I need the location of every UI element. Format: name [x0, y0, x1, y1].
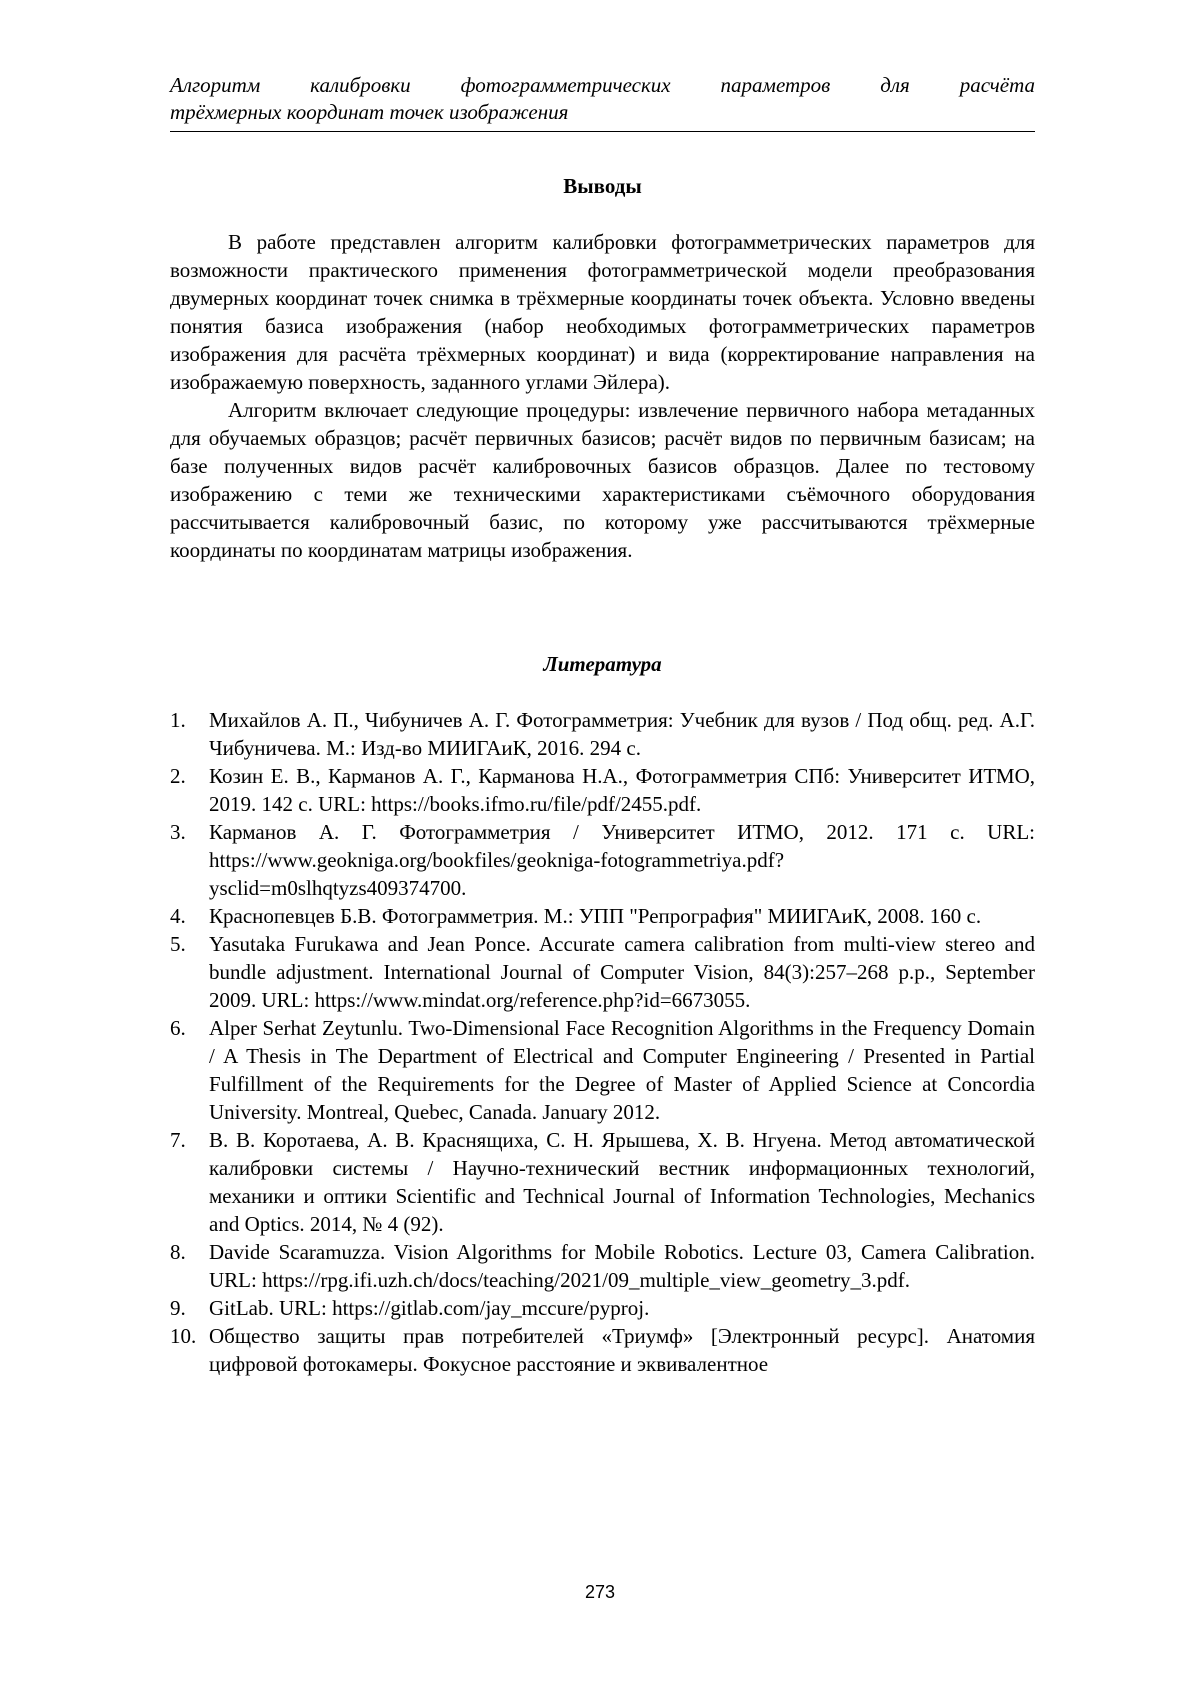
page-number: 273 [584, 1582, 616, 1602]
reference-item [170, 1294, 1035, 1322]
reference-number: 8. [170, 1240, 186, 1264]
reference-item [170, 762, 1035, 818]
reference-item [170, 1014, 1035, 1126]
reference-number: 7. [170, 1128, 186, 1152]
reference-number: 10. [170, 1324, 197, 1348]
reference-text: Yasutaka Furukawa and Jean Ponce. Accurate camera calibration from multi-view stereo and bundle adjustment. International Journal of Computer Vision, 84(3):257–268 p.p., September 2009. URL: https://www.mindat.org/reference.php?id=6673055. [209, 932, 1035, 1012]
conclusions-paragraph-2: Алгоритм включает следующие процедуры: извлечение первичного набора метаданных для обучаемых образцов; расчёт первичных базисов; расчёт видов по первичным базисам; на базе полученных видов расчёт калибровочных базисов образцов. Далее по тестовому изображению с теми же техническими характеристиками съёмочного оборудования рассчитывается калибровочный базис, по которому уже рассчитываются трёхмерные координаты по координатам матрицы изображения. [170, 398, 1035, 562]
reference-item [170, 902, 1035, 930]
reference-text: В. В. Коротаева, А. В. Краснящиха, С. Н. Ярышева, Х. В. Нгуена. Метод автоматической калибровки системы / Научно-технический вестник информационных технологий, механики и оптики Scientific and Technical Journal of Information Technologies, Mechanics and Optics. 2014, № 4 (92). [209, 1128, 1035, 1236]
reference-text: Карманов А. Г. Фотограмметрия / Университет ИТМО, 2012. 171 с. URL: https://www.geokniga.org/bookfiles/geokniga-fotogrammetriya.pdf?ysclid=m0slhqtyzs409374700. [209, 820, 1035, 900]
reference-number: 5. [170, 932, 186, 956]
reference-item [170, 1322, 1035, 1378]
reference-number: 2. [170, 764, 186, 788]
reference-item [170, 930, 1035, 1014]
running-header [170, 72, 1035, 132]
reference-number: 6. [170, 1016, 186, 1040]
reference-text: Davide Scaramuzza. Vision Algorithms for Mobile Robotics. Lecture 03, Camera Calibration. URL: https://rpg.ifi.uzh.ch/docs/teaching/2021/09_multiple_view_geometry_3.pdf. [209, 1240, 1035, 1292]
reference-item [170, 706, 1035, 762]
reference-text: GitLab. URL: https://gitlab.com/jay_mccure/pyproj. [209, 1296, 650, 1320]
reference-text: Общество защиты прав потребителей «Триумф» [Электронный ресурс]. Анатомия цифровой фотокамеры. Фокусное расстояние и эквивалентное [209, 1324, 1035, 1376]
reference-text: Козин Е. В., Карманов А. Г., Карманова Н.А., Фотограмметрия СПб: Университет ИТМО, 2019. 142 с. URL: https://books.ifmo.ru/file/pdf/2455.pdf. [209, 764, 1035, 816]
conclusions-heading: Выводы [563, 174, 642, 198]
reference-number: 9. [170, 1296, 186, 1320]
running-header-line-1: Алгоритм калибровки фотограмметрических параметров для расчёта [170, 73, 1035, 97]
reference-number: 1. [170, 708, 186, 732]
reference-item [170, 818, 1035, 902]
reference-number: 3. [170, 820, 186, 844]
references-list [170, 706, 1035, 1378]
reference-item [170, 1126, 1035, 1238]
conclusions-paragraph-1: В работе представлен алгоритм калибровки фотограмметрических параметров для возможности практического применения фотограмметрической модели преобразования двумерных координат точек снимка в трёхмерные координаты точек объекта. Условно введены понятия базиса изображения (набор необходимых фотограмметрических параметров изображения для расчёта трёхмерных координат) и вида (корректирование направления на изображаемую поверхность, заданного углами Эйлера). [170, 230, 1035, 394]
reference-number: 4. [170, 904, 186, 928]
reference-text: Alper Serhat Zeytunlu. Two-Dimensional Face Recognition Algorithms in the Frequency Domain / A Thesis in The Department of Electrical and Computer Engineering / Presented in Partial Fulfillment of the Requirements for the Degree of Master of Applied Science at Concordia University. Montreal, Quebec, Canada. January 2012. [209, 1016, 1035, 1124]
running-header-line-2: трёхмерных координат точек изображения [170, 100, 569, 124]
reference-text: Краснопевцев Б.В. Фотограмметрия. М.: УПП "Репрография" МИИГАиК, 2008. 160 с. [209, 904, 982, 928]
reference-item [170, 1238, 1035, 1294]
conclusions-body [170, 228, 1035, 564]
reference-text: Михайлов А. П., Чибуничев А. Г. Фотограмметрия: Учебник для вузов / Под общ. ред. А.Г. Чибуничева. М.: Изд-во МИИГАиК, 2016. 294 с. [209, 708, 1035, 760]
references-heading: Литература [543, 652, 662, 676]
